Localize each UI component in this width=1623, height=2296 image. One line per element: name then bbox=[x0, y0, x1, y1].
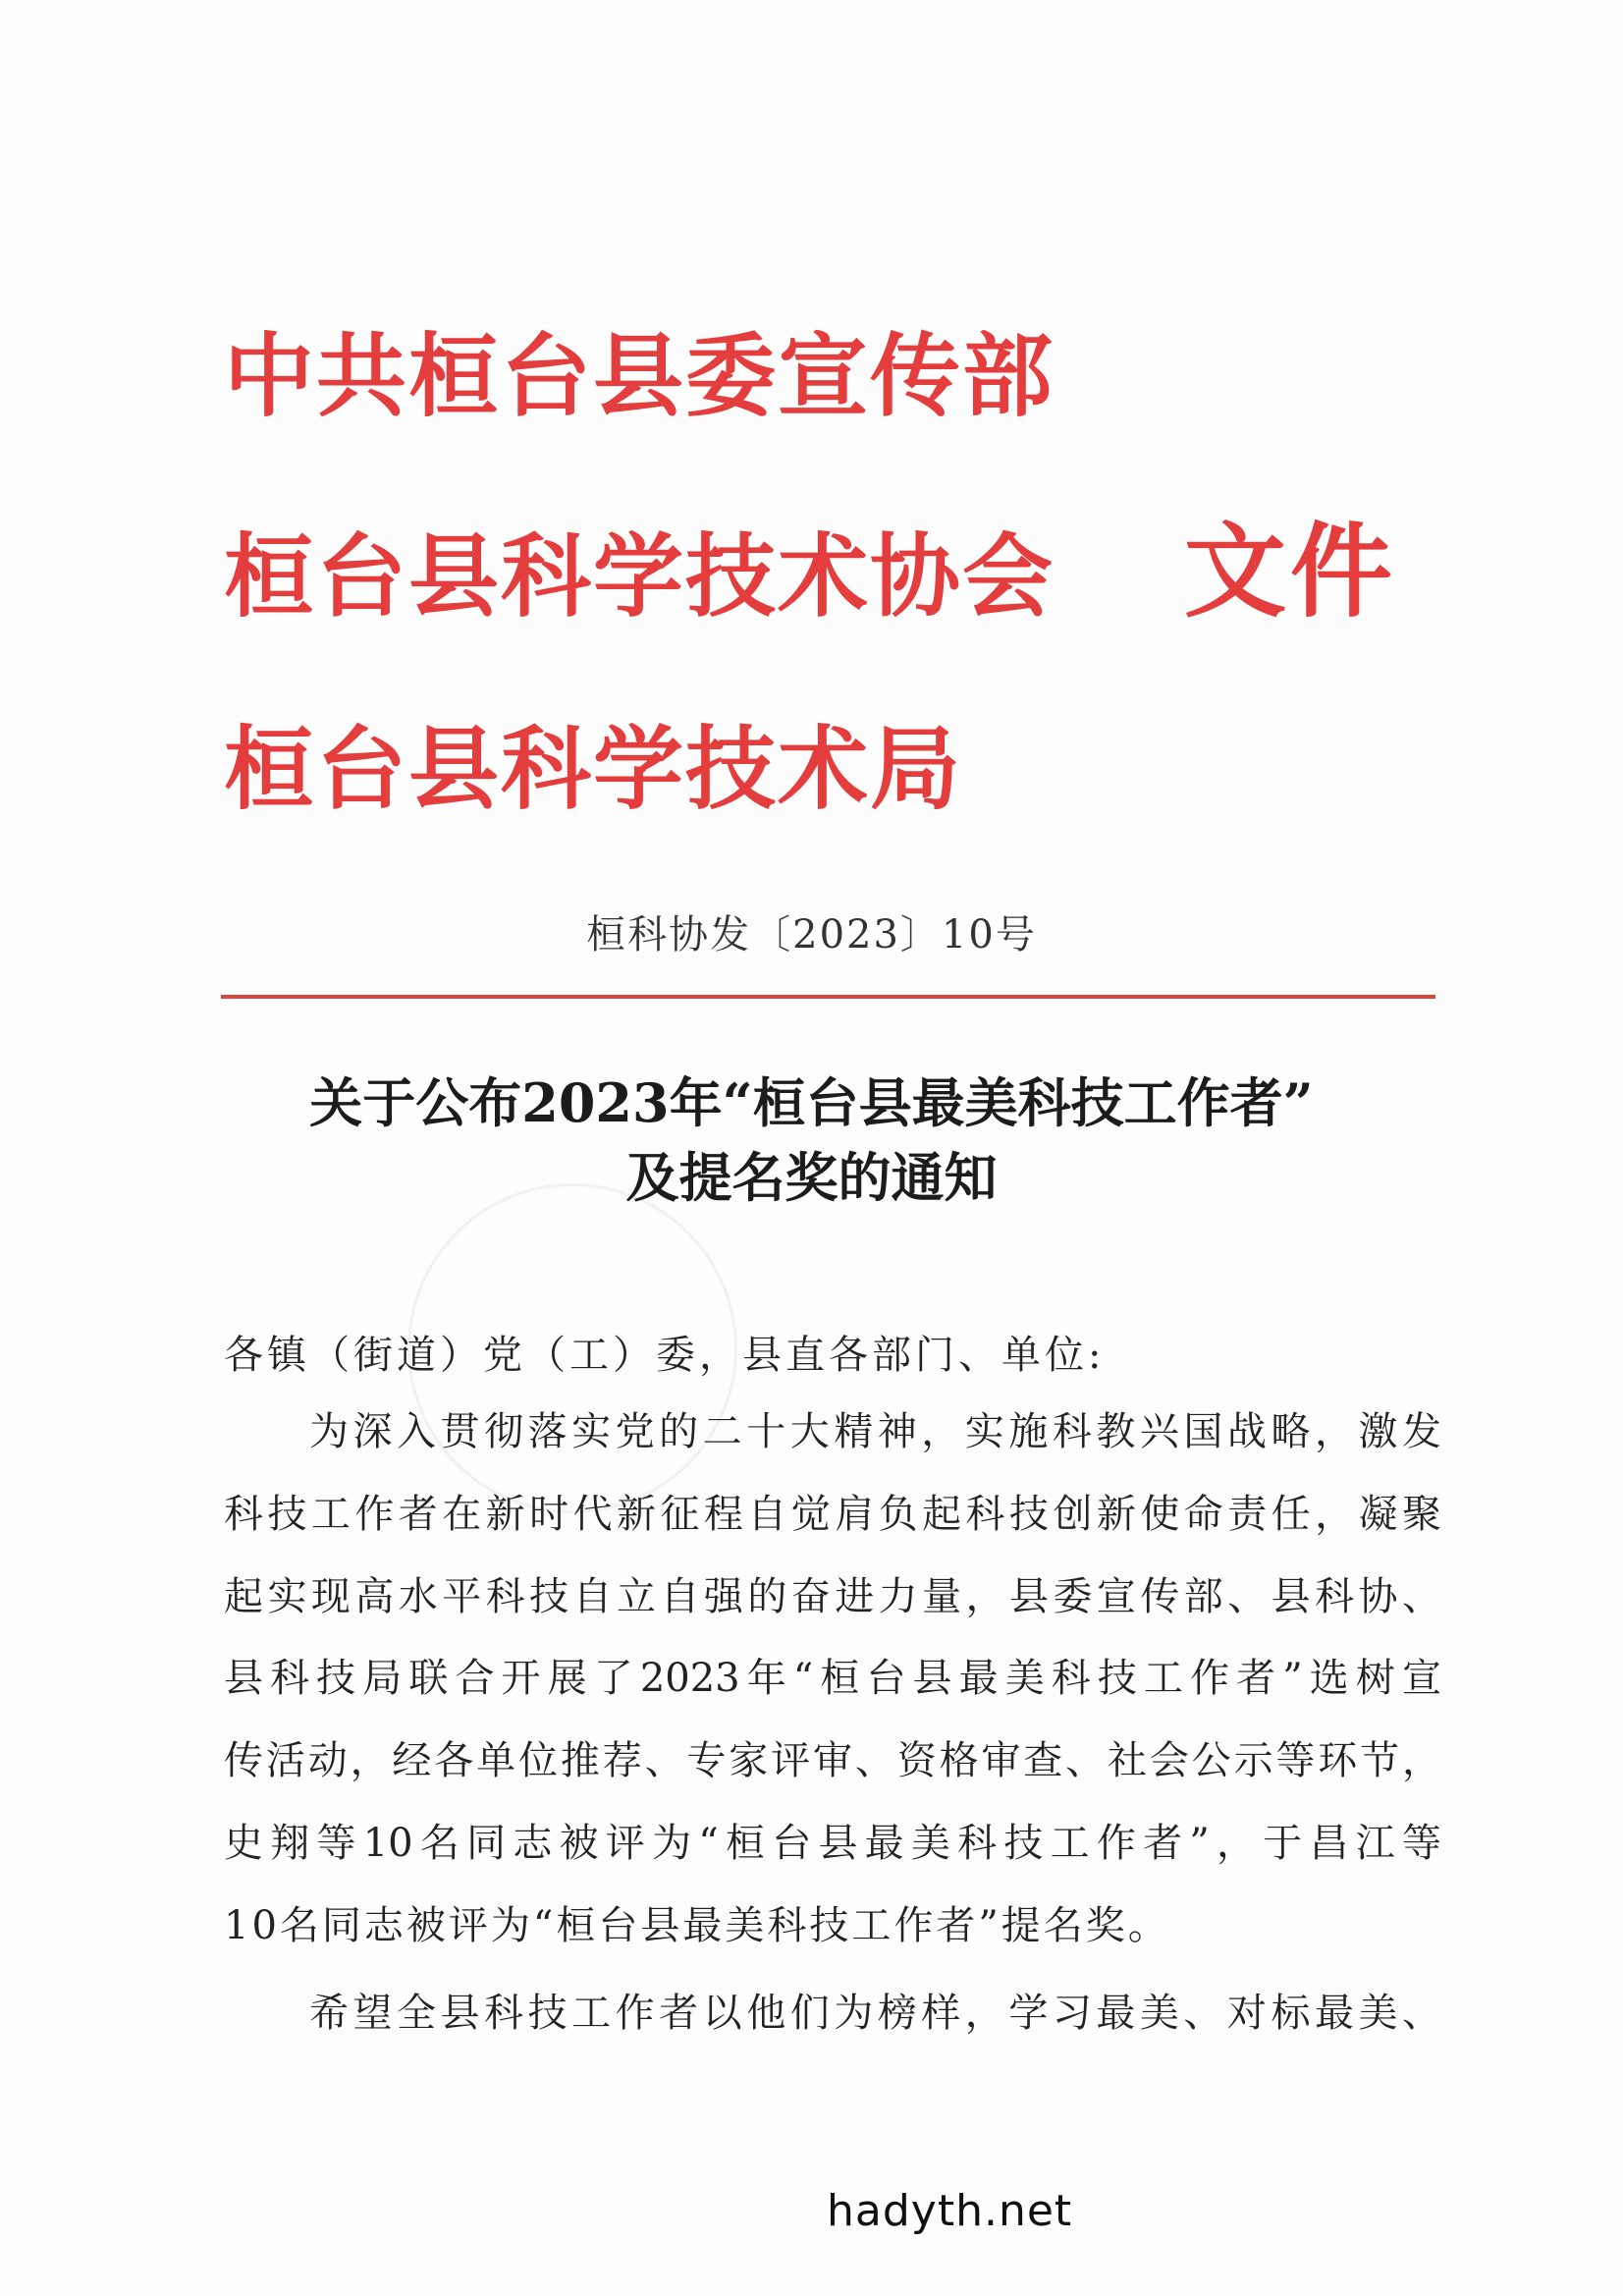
header-org-line-3: 桓台县科学技术局 bbox=[224, 717, 963, 822]
body-line: 为深入贯彻落实党的二十大精神，实施科教兴国战略，激发 bbox=[309, 1409, 1441, 1454]
body-line: 史翔等10名同志被评为“桓台县最美科技工作者”，于昌江等 bbox=[224, 1821, 1441, 1866]
body-line: 科技工作者在新时代新征程自觉肩负起科技创新使命责任，凝聚 bbox=[224, 1492, 1441, 1537]
body-line: 希望全县科技工作者以他们为榜样，学习最美、对标最美、 bbox=[309, 1991, 1441, 2036]
body-line: 传活动，经各单位推荐、专家评审、资格审查、社会公示等环节， bbox=[224, 1738, 1441, 1783]
document-number: 桓科协发〔2023〕10号 bbox=[586, 912, 1037, 957]
site-watermark: hadyth.net bbox=[827, 2186, 1073, 2236]
body-line: 起实现高水平科技自立自强的奋进力量，县委宣传部、县科协、 bbox=[224, 1574, 1441, 1619]
header-org-line-1: 中共桓台县委宣传部 bbox=[224, 324, 1055, 429]
header-doc-type: 文件 bbox=[1184, 512, 1397, 631]
notice-title-line-2: 及提名奖的通知 bbox=[625, 1146, 998, 1209]
salutation: 各镇（街道）党（工）委，县直各部门、单位: bbox=[224, 1333, 1106, 1378]
body-line: 县科技局联合开展了2023年“桓台县最美科技工作者”选树宣 bbox=[224, 1656, 1441, 1701]
body-line: 10名同志被评为“桓台县最美科技工作者”提名奖。 bbox=[224, 1903, 1170, 1948]
notice-title-line-1: 关于公布2023年“桓台县最美科技工作者” bbox=[309, 1071, 1314, 1134]
header-org-line-2: 桓台县科学技术协会 bbox=[224, 524, 1055, 629]
red-divider-rule bbox=[221, 995, 1435, 999]
